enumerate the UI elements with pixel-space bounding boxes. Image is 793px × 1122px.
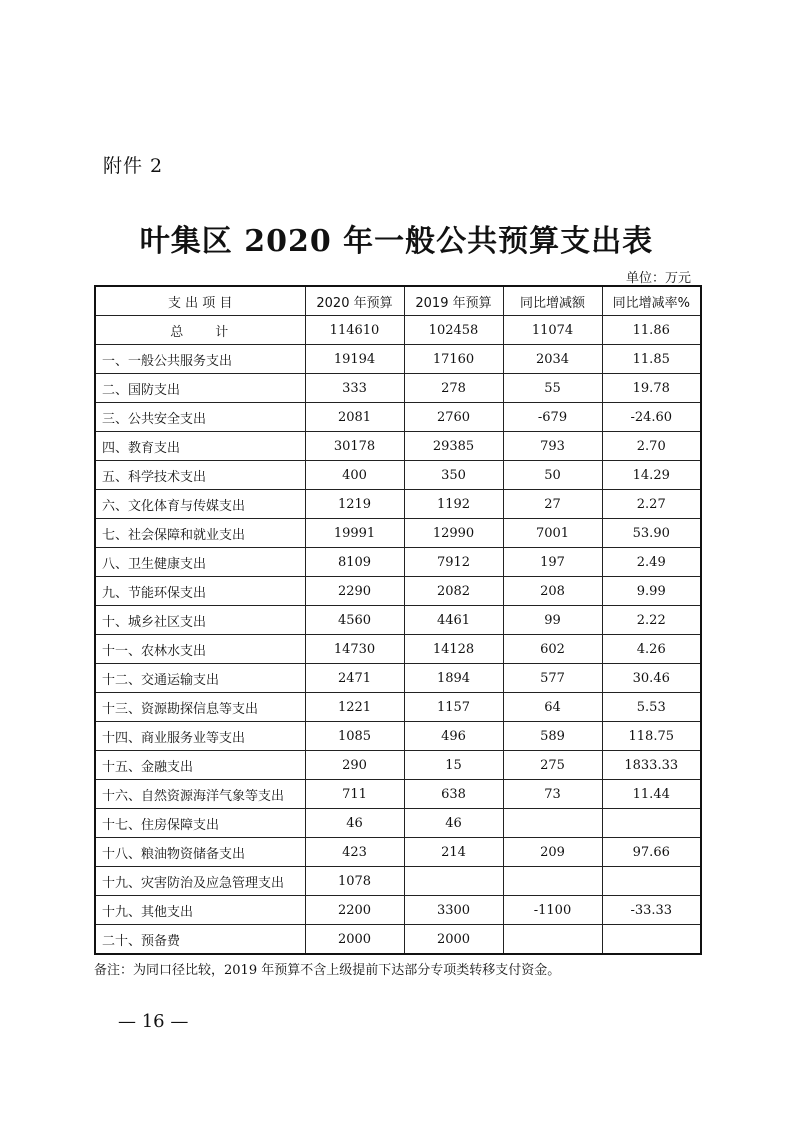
- table-row: [95, 577, 701, 606]
- row-rate: 2.22: [602, 606, 701, 635]
- row-rate: [602, 809, 701, 838]
- row-2019-budget: 2000: [404, 925, 503, 955]
- row-item-name: 五、科学技术支出: [95, 461, 305, 490]
- row-rate: 11.44: [602, 780, 701, 809]
- table-row: [95, 867, 701, 896]
- row-item-name: 八、卫生健康支出: [95, 548, 305, 577]
- table-row: [95, 606, 701, 635]
- row-2019-budget: 350: [404, 461, 503, 490]
- row-2019-budget: 214: [404, 838, 503, 867]
- row-diff: 2034: [503, 345, 602, 374]
- row-2020-budget: 2081: [305, 403, 404, 432]
- row-item-name: 七、社会保障和就业支出: [95, 519, 305, 548]
- row-rate: [602, 867, 701, 896]
- row-2019-budget: 496: [404, 722, 503, 751]
- row-diff: 99: [503, 606, 602, 635]
- table-row: [95, 780, 701, 809]
- header-2020-budget: 2020 年预算: [305, 286, 404, 316]
- row-diff: -679: [503, 403, 602, 432]
- row-2019-budget: 1157: [404, 693, 503, 722]
- header-item: 支 出 项 目: [95, 286, 305, 316]
- table-row: [95, 664, 701, 693]
- page-title: 叶集区 2020 年一般公共预算支出表: [139, 224, 654, 259]
- row-item-name: 总 计: [95, 316, 305, 345]
- row-diff: 50: [503, 461, 602, 490]
- table-header-row: [95, 286, 701, 316]
- row-2020-budget: 400: [305, 461, 404, 490]
- table-row: [95, 548, 701, 577]
- row-2019-budget: 12990: [404, 519, 503, 548]
- row-2019-budget: 1192: [404, 490, 503, 519]
- row-2020-budget: 4560: [305, 606, 404, 635]
- row-2019-budget: 2082: [404, 577, 503, 606]
- table-row-total: [95, 316, 701, 345]
- row-diff: [503, 809, 602, 838]
- row-2019-budget: 46: [404, 809, 503, 838]
- row-item-name: 十三、资源勘探信息等支出: [95, 693, 305, 722]
- row-item-name: 十二、交通运输支出: [95, 664, 305, 693]
- row-rate: -33.33: [602, 896, 701, 925]
- row-rate: 14.29: [602, 461, 701, 490]
- table-row: [95, 925, 701, 955]
- row-2020-budget: 19991: [305, 519, 404, 548]
- unit-label: 单位：万元: [625, 271, 691, 286]
- row-rate: 2.70: [602, 432, 701, 461]
- table-row: [95, 403, 701, 432]
- row-2020-budget: 1219: [305, 490, 404, 519]
- table-row: [95, 432, 701, 461]
- row-2019-budget: 1894: [404, 664, 503, 693]
- row-item-name: 十八、粮油物资储备支出: [95, 838, 305, 867]
- row-2020-budget: 2290: [305, 577, 404, 606]
- row-item-name: 十一、农林水支出: [95, 635, 305, 664]
- attachment-label: 附件 2: [103, 155, 164, 177]
- row-item-name: 十六、自然资源海洋气象等支出: [95, 780, 305, 809]
- header-rate: 同比增减率%: [602, 286, 701, 316]
- row-2020-budget: 1085: [305, 722, 404, 751]
- row-item-name: 九、节能环保支出: [95, 577, 305, 606]
- row-diff: 577: [503, 664, 602, 693]
- row-2019-budget: 4461: [404, 606, 503, 635]
- row-2020-budget: 2200: [305, 896, 404, 925]
- row-2019-budget: 638: [404, 780, 503, 809]
- row-diff: [503, 867, 602, 896]
- row-item-name: 十、城乡社区支出: [95, 606, 305, 635]
- row-2019-budget: 2760: [404, 403, 503, 432]
- row-item-name: 二、国防支出: [95, 374, 305, 403]
- row-2019-budget: 102458: [404, 316, 503, 345]
- row-diff: 793: [503, 432, 602, 461]
- row-item-name: 二十、预备费: [95, 925, 305, 955]
- row-rate: 11.85: [602, 345, 701, 374]
- row-item-name: 十四、商业服务业等支出: [95, 722, 305, 751]
- table-row: [95, 838, 701, 867]
- row-2019-budget: 3300: [404, 896, 503, 925]
- row-rate: 5.53: [602, 693, 701, 722]
- row-2019-budget: 278: [404, 374, 503, 403]
- header-2019-budget: 2019 年预算: [404, 286, 503, 316]
- row-diff: 7001: [503, 519, 602, 548]
- row-rate: 4.26: [602, 635, 701, 664]
- table-body: [95, 316, 701, 955]
- row-rate: 2.27: [602, 490, 701, 519]
- row-item-name: 十九、其他支出: [95, 896, 305, 925]
- table-row: [95, 751, 701, 780]
- row-rate: 97.66: [602, 838, 701, 867]
- row-2019-budget: [404, 867, 503, 896]
- table-row: [95, 519, 701, 548]
- table-row: [95, 722, 701, 751]
- row-2020-budget: 46: [305, 809, 404, 838]
- row-rate: 19.78: [602, 374, 701, 403]
- row-rate: 1833.33: [602, 751, 701, 780]
- table-row: [95, 896, 701, 925]
- row-item-name: 十九、灾害防治及应急管理支出: [95, 867, 305, 896]
- row-2020-budget: 114610: [305, 316, 404, 345]
- footnote: 备注：为同口径比较，2019 年预算不含上级提前下达部分专项类转移支付资金。: [94, 963, 561, 978]
- row-rate: [602, 925, 701, 955]
- row-2019-budget: 7912: [404, 548, 503, 577]
- row-diff: 275: [503, 751, 602, 780]
- row-rate: 53.90: [602, 519, 701, 548]
- row-rate: 9.99: [602, 577, 701, 606]
- page-number: — 16 —: [118, 1011, 189, 1032]
- row-2019-budget: 15: [404, 751, 503, 780]
- row-item-name: 十七、住房保障支出: [95, 809, 305, 838]
- row-diff: 197: [503, 548, 602, 577]
- row-diff: 602: [503, 635, 602, 664]
- row-2019-budget: 17160: [404, 345, 503, 374]
- row-2020-budget: 711: [305, 780, 404, 809]
- row-2020-budget: 8109: [305, 548, 404, 577]
- row-diff: [503, 925, 602, 955]
- table-row: [95, 635, 701, 664]
- row-diff: 27: [503, 490, 602, 519]
- row-2020-budget: 1078: [305, 867, 404, 896]
- row-2020-budget: 423: [305, 838, 404, 867]
- row-rate: 2.49: [602, 548, 701, 577]
- row-2020-budget: 30178: [305, 432, 404, 461]
- row-diff: 208: [503, 577, 602, 606]
- row-diff: 55: [503, 374, 602, 403]
- table-row: [95, 345, 701, 374]
- row-diff: 589: [503, 722, 602, 751]
- row-diff: 73: [503, 780, 602, 809]
- row-2019-budget: 29385: [404, 432, 503, 461]
- row-2019-budget: 14128: [404, 635, 503, 664]
- row-item-name: 四、教育支出: [95, 432, 305, 461]
- row-rate: 30.46: [602, 664, 701, 693]
- row-diff: -1100: [503, 896, 602, 925]
- row-diff: 11074: [503, 316, 602, 345]
- table-row: [95, 809, 701, 838]
- table-row: [95, 693, 701, 722]
- row-item-name: 十五、金融支出: [95, 751, 305, 780]
- row-2020-budget: 1221: [305, 693, 404, 722]
- table-row: [95, 490, 701, 519]
- row-item-name: 一、一般公共服务支出: [95, 345, 305, 374]
- row-2020-budget: 19194: [305, 345, 404, 374]
- row-2020-budget: 14730: [305, 635, 404, 664]
- budget-table: [94, 285, 702, 955]
- row-diff: 64: [503, 693, 602, 722]
- row-rate: 11.86: [602, 316, 701, 345]
- table-row: [95, 461, 701, 490]
- row-item-name: 六、文化体育与传媒支出: [95, 490, 305, 519]
- row-rate: 118.75: [602, 722, 701, 751]
- row-2020-budget: 2000: [305, 925, 404, 955]
- row-2020-budget: 2471: [305, 664, 404, 693]
- row-rate: -24.60: [602, 403, 701, 432]
- row-2020-budget: 290: [305, 751, 404, 780]
- table-row: [95, 374, 701, 403]
- row-2020-budget: 333: [305, 374, 404, 403]
- header-diff: 同比增减额: [503, 286, 602, 316]
- row-diff: 209: [503, 838, 602, 867]
- row-item-name: 三、公共安全支出: [95, 403, 305, 432]
